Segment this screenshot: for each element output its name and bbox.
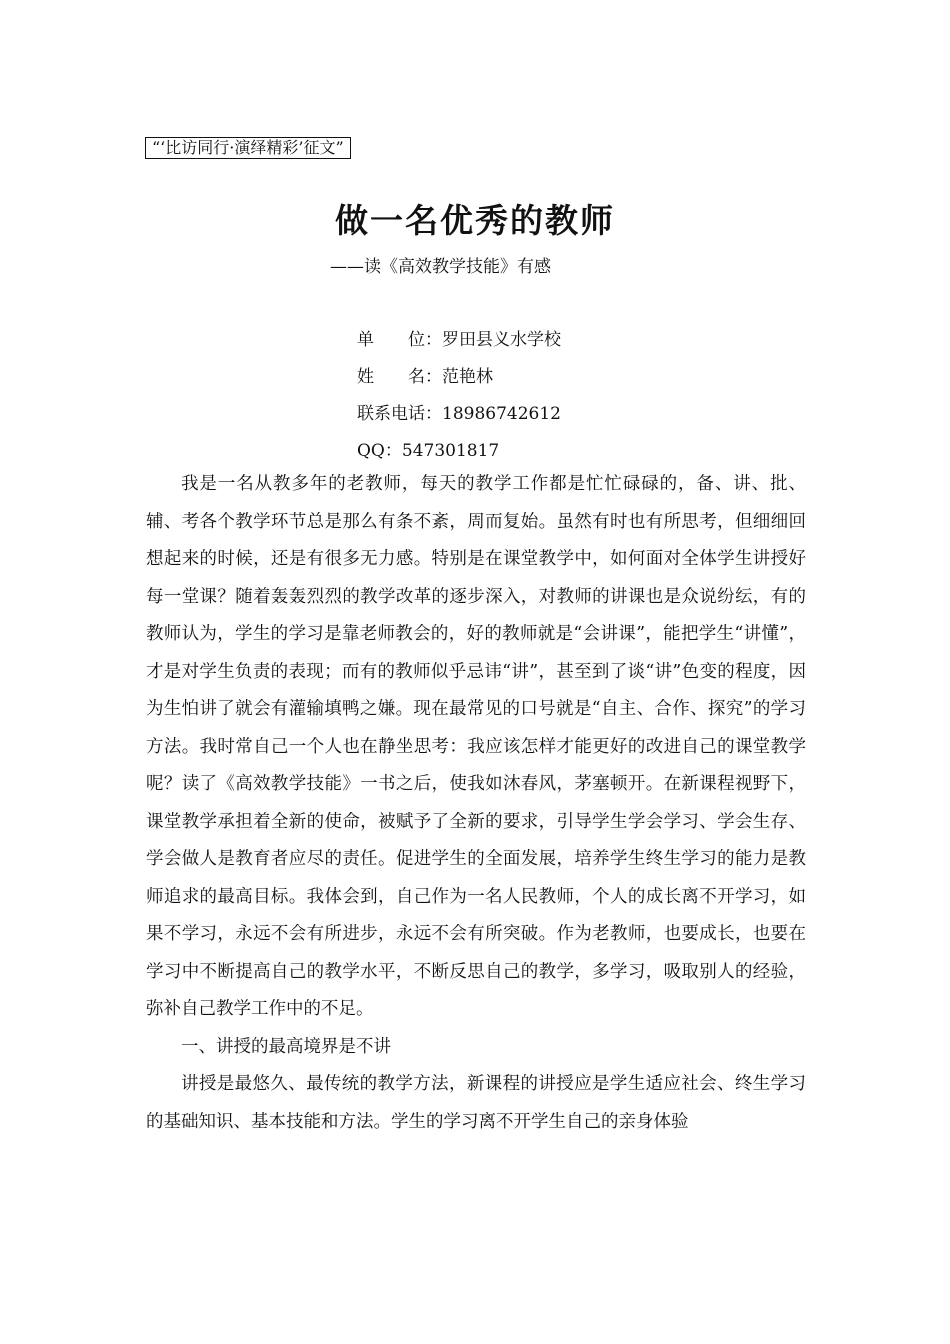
info-row-unit	[357, 322, 561, 359]
qq-label: QQ：	[357, 441, 402, 461]
phone-value: 18986742612	[442, 404, 561, 424]
essay-body	[146, 466, 806, 1141]
section-paragraph: 讲授是最悠久、最传统的教学方法，新课程的讲授应是学生适应社会、终生学习的基础知识、基本技能和方法。学生的学习离不开学生自己的亲身体验	[146, 1074, 806, 1132]
name-value: 范艳林	[442, 367, 493, 387]
unit-value: 罗田县义水学校	[442, 330, 561, 350]
qq-value: 547301817	[401, 441, 500, 461]
essay-contest-tag: “‘比访同行·演绎精彩’征文”	[145, 137, 351, 159]
page-subtitle: ——读《高效教学技能》有感	[330, 257, 551, 277]
name-label: 姓 名：	[357, 367, 442, 387]
info-row-qq	[357, 433, 561, 470]
section-heading: 一、讲授的最高境界是不讲	[181, 1036, 391, 1057]
phone-label: 联系电话：	[357, 404, 442, 424]
info-row-name	[357, 359, 561, 396]
page-title: 做一名优秀的教师	[335, 201, 615, 240]
info-row-phone	[357, 396, 561, 433]
unit-label: 单 位：	[357, 330, 442, 350]
author-info	[357, 322, 561, 470]
intro-paragraph: 我是一名从教多年的老教师，每天的教学工作都是忙忙碌碌的，备、讲、批、辅、考各个教学环节总是那么有条不紊，周而复始。虽然有时也有所思考，但细细回想起来的时候，还是有很多无力感。特别是在课堂教学中，如何面对全体学生讲授好每一堂课？随着轰轰烈烈的教学改革的逐步深入，对教师的讲课也是众说纷纭，有的教师认为，学生的学习是靠老师教会的，好的教师就是“会讲课”，能把学生“讲懂”，才是对学生负责的表现；而有的教师似乎忌讳“讲”，甚至到了谈“讲”色变的程度，因为生怕讲了就会有灌输填鸭之嫌。现在最常见的口号就是“自主、合作、探究”的学习方法。我时常自己一个人也在静坐思考：我应该怎样才能更好的改进自己的课堂教学呢？读了《高效教学技能》一书之后，使我如沐春风，茅塞顿开。在新课程视野下，课堂教学承担着全新的使命，被赋予了全新的要求，引导学生学会学习、学会生存、学会做人是教育者应尽的责任。促进学生的全面发展，培养学生终生学习的能力是教师追求的最高目标。我体会到，自己作为一名人民教师，个人的成长离不开学习，如果不学习，永远不会有所进步，永远不会有所突破。作为老教师，也要成长，也要在学习中不断提高自己的教学水平，不断反思自己的教学，多学习，吸取别人的经验，弥补自己教学工作中的不足。	[146, 474, 806, 1019]
